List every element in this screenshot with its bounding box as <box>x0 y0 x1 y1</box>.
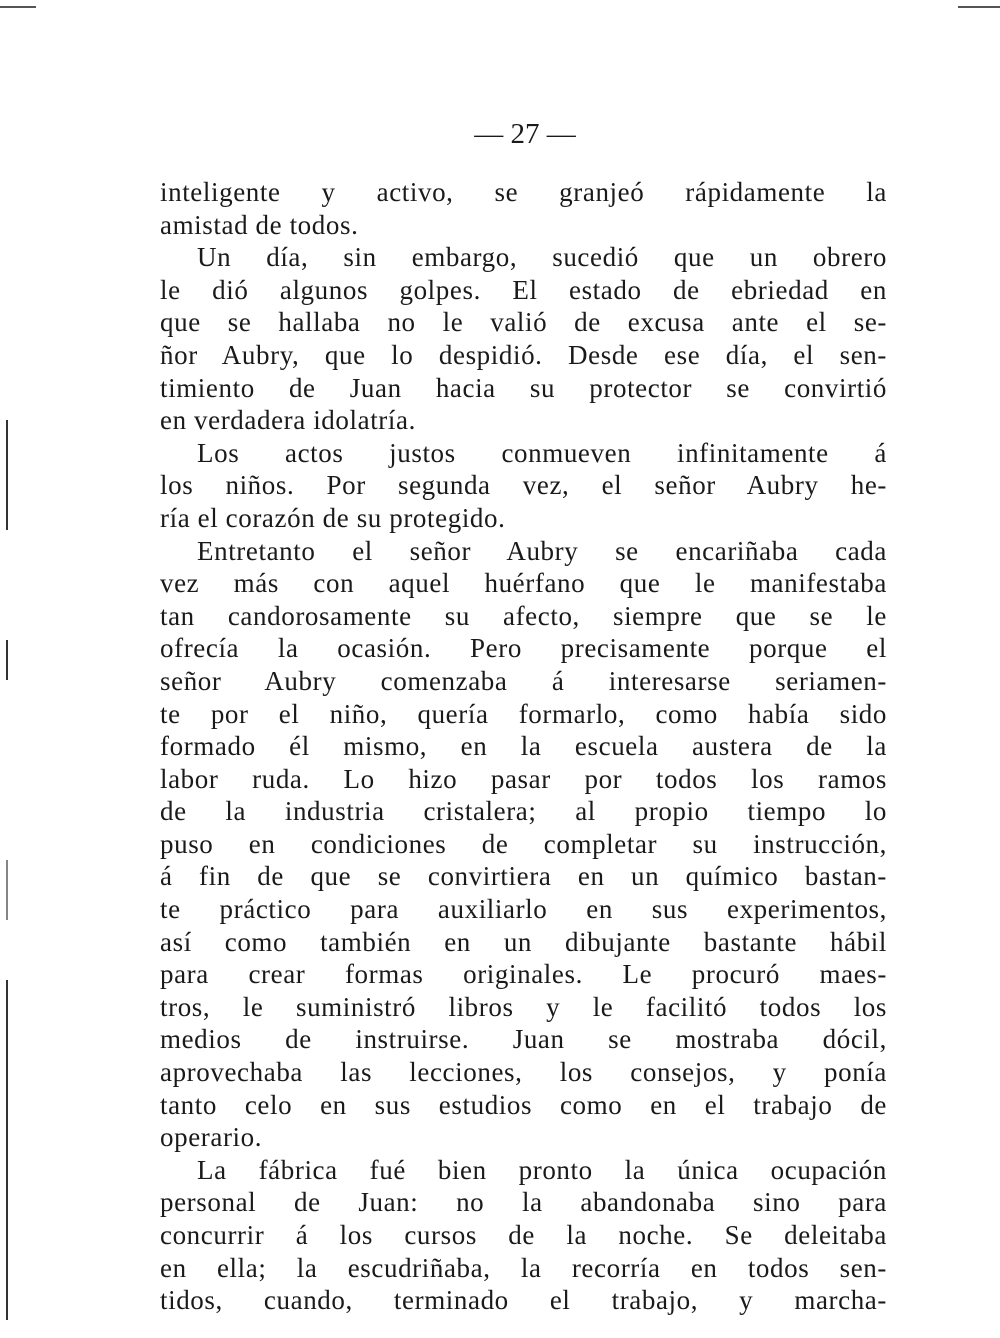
text-line: inteligente y activo, se granjeó rápidamente la <box>160 177 887 207</box>
text-line: ñor Aubry, que lo despidió. Desde ese día, el sen- <box>160 339 887 370</box>
text-line: los niños. Por segunda vez, el señor Aubry he- <box>160 470 887 501</box>
text-line: en verdadera idolatría. <box>160 405 416 436</box>
scan-edge-mark <box>958 6 1000 8</box>
text-line: operario. <box>160 1122 263 1153</box>
scan-edge-mark <box>0 6 36 8</box>
text-line: Entretanto el señor Aubry se encariñaba cada <box>197 535 887 566</box>
text-line: tan candorosamente su afecto, siempre que se le <box>160 600 887 631</box>
text-line: tidos, cuando, terminado el trabajo, y marcha- <box>160 1285 887 1316</box>
body-text <box>160 176 887 1317</box>
text-line: formado él mismo, en la escuela austera de la <box>160 731 887 762</box>
text-line: á fin de que se convirtiera en un químico bastan- <box>160 861 887 892</box>
text-line: vez más con aquel huérfano que le manifestaba <box>160 568 887 599</box>
text-line: personal de Juan: no la abandonaba sino para <box>160 1187 887 1218</box>
text-line: que se hallaba no le valió de excusa ante el se- <box>160 307 887 338</box>
text-line: labor ruda. Lo hizo pasar por todos los ramos <box>160 763 887 794</box>
text-line: tros, le suministró libros y le facilitó todos los <box>160 991 887 1022</box>
text-line: para crear formas originales. Le procuró maes- <box>160 959 887 990</box>
text-line: le dió algunos golpes. El estado de ebriedad en <box>160 274 887 305</box>
text-line: de la industria cristalera; al propio tiempo lo <box>160 796 887 827</box>
text-line: puso en condiciones de completar su instrucción, <box>160 828 887 859</box>
text-line: Los actos justos conmueven infinitamente á <box>197 437 887 468</box>
text-line: tanto celo en sus estudios como en el trabajo de <box>160 1089 887 1120</box>
scan-edge-line <box>6 420 8 530</box>
text-line: timiento de Juan hacia su protector se convirtió <box>160 372 887 403</box>
text-line: amistad de todos. <box>160 209 359 240</box>
scan-edge-line <box>6 860 8 920</box>
page-number: — 27 — <box>474 118 576 150</box>
text-line: señor Aubry comenzaba á interesarse seriamen- <box>160 665 887 696</box>
text-line: concurrir á los cursos de la noche. Se deleitaba <box>160 1220 887 1250</box>
text-line: te práctico para auxiliarlo en sus experimentos, <box>160 894 887 925</box>
text-line: en ella; la escudriñaba, la recorría en todos sen- <box>160 1252 887 1283</box>
text-line: así como también en un dibujante bastante hábil <box>160 926 887 957</box>
text-line: Un día, sin embargo, sucedió que un obrero <box>197 242 887 273</box>
text-line: ría el corazón de su protegido. <box>160 502 506 533</box>
scan-edge-line <box>6 980 8 1320</box>
text-line: ofrecía la ocasión. Pero precisamente porque el <box>160 633 887 664</box>
text-line: aprovechaba las lecciones, los consejos, y ponía <box>160 1057 887 1088</box>
scan-edge-line <box>6 640 8 680</box>
text-line: La fábrica fué bien pronto la única ocupación <box>197 1154 887 1185</box>
text-line: medios de instruirse. Juan se mostraba dócil, <box>160 1024 887 1055</box>
text-line: te por el niño, quería formarlo, como había sido <box>160 698 887 729</box>
